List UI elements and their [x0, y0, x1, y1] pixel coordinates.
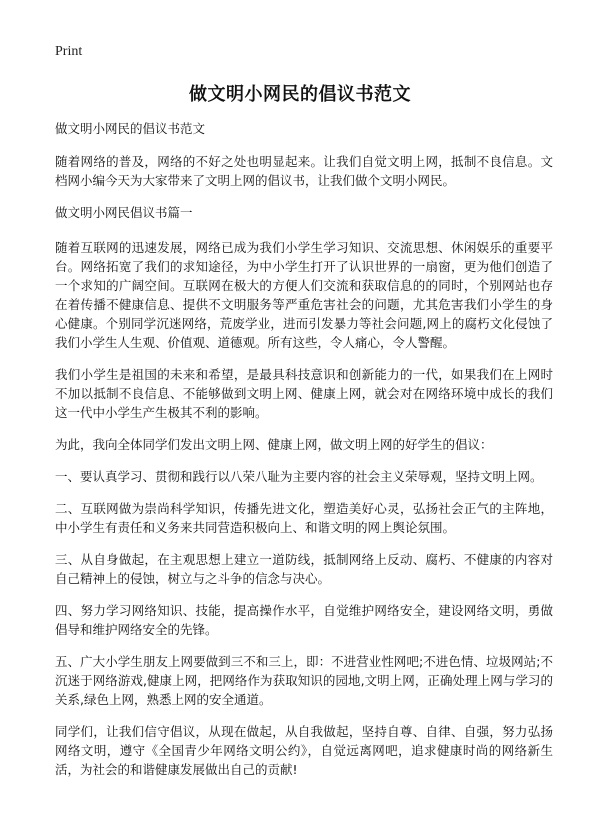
- body-paragraph: 同学们，让我们信守倡议，从现在做起，从自我做起，坚持自尊、自律、自强，努力弘扬网络文明，遵守《全国青少年网络文明公约》，自觉远离网吧，追求健康时尚的网络新生活，为社会的和谐健康发展做出自己的贡献!: [55, 724, 553, 777]
- section-heading: 做文明小网民倡议书篇一: [55, 205, 193, 220]
- body-paragraph: 二、互联网做为崇尚科学知识，传播先进文化，塑造美好心灵，弘扬社会正气的主阵地，中小学生有责任和义务来共同营造积极向上、和谐文明的网上舆论氛围。: [55, 501, 553, 535]
- body-paragraph: 四、努力学习网络知识、技能，提高操作水平，自觉维护网络安全，建设网络文明，勇做倡导和维护网络安全的先锋。: [55, 603, 553, 637]
- print-link[interactable]: Print: [55, 44, 83, 59]
- body-paragraph: 随着互联网的迅速发展，网络已成为我们小学生学习知识、交流思想、休闲娱乐的重要平台。网络拓宽了我们的求知途径，为中小学生打开了认识世界的一扇窗，更为他们创造了一个求知的广阔空间。互联网在极大的方便人们交流和获取信息的的同时，个别网站也存在着传播不健康信息、提供不文明服务等严重危害社会的问题，尤其危害我们小学生的身心健康。个别同学沉迷网络，荒废学业，进而引发暴力等社会问题,网上的腐朽文化侵蚀了我们小学生人生观、价值观、道德观。所有这些，令人痛心，令人警醒。: [55, 240, 553, 350]
- body-paragraph: 五、广大小学生朋友上网要做到三不和三上，即：不进营业性网吧;不进色情、垃圾网站;不沉迷于网络游戏,健康上网，把网络作为获取知识的园地,文明上网，正确处理上网与学习的关系,绿色上网，熟悉上网的安全通道。: [55, 654, 553, 707]
- body-paragraph: 三、从自身做起，在主观思想上建立一道防线，抵制网络上反动、腐朽、不健康的内容对自己精神上的侵蚀，树立与之斗争的信念与决心。: [55, 552, 553, 586]
- body-paragraph: 一、要认真学习、贯彻和践行以八荣八耻为主要内容的社会主义荣辱观，坚持文明上网。: [55, 469, 543, 484]
- document-body: [55, 120, 553, 792]
- body-paragraph: 为此，我向全体同学们发出文明上网、健康上网，做文明上网的好学生的倡议：: [55, 437, 493, 452]
- body-paragraph: 我们小学生是祖国的未来和希望，是最具科技意识和创新能力的一代，如果我们在上网时不加以抵制不良信息、不能够做到文明上网、健康上网，就会对在网络环境中成长的我们这一代中小学生产生极其不利的影响。: [55, 367, 553, 420]
- intro-paragraph: 随着网络的普及，网络的不好之处也明显起来。让我们自觉文明上网，抵制不良信息。文档网小编今天为大家带来了文明上网的倡议书，让我们做个文明小网民。: [55, 154, 553, 188]
- page-title: 做文明小网民的倡议书范文: [189, 84, 411, 105]
- document-subtitle: 做文明小网民的倡议书范文: [55, 121, 206, 136]
